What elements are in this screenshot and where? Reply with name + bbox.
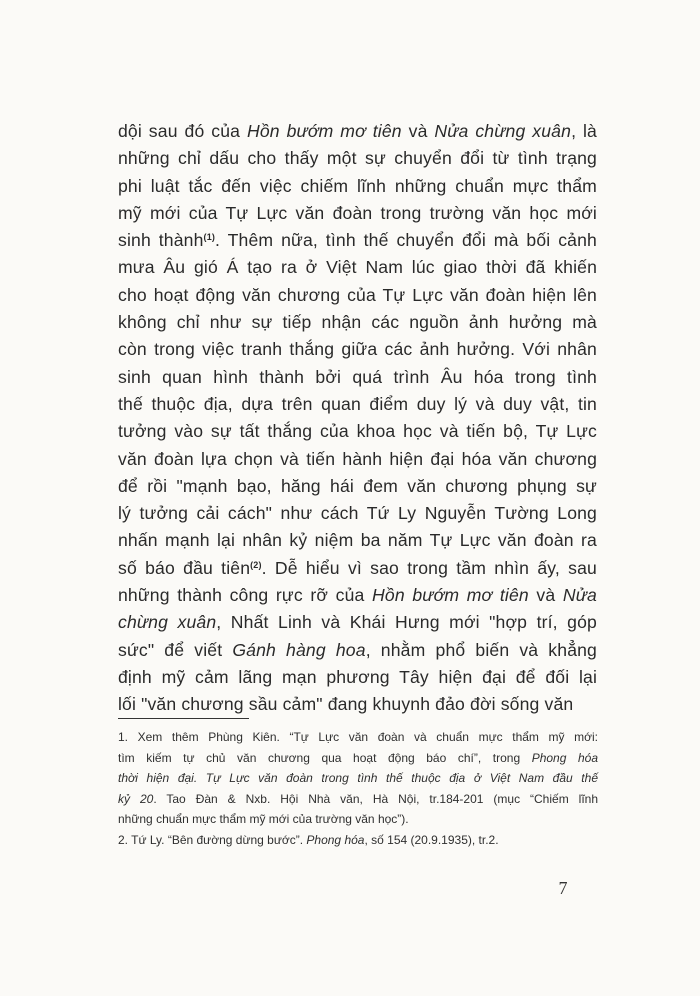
footnote-line <box>118 809 598 830</box>
text-run: mỹ mới của Tự Lực văn đoàn trong trường văn học mới <box>118 202 597 223</box>
text-run: . Thêm nữa, tình thế chuyển đổi mà bối cảnh <box>215 230 597 251</box>
text-line <box>118 555 597 582</box>
text-line <box>118 145 597 172</box>
italic-title: Hồn bướm mơ tiên <box>372 585 529 606</box>
italic-title: Hồn bướm mơ tiên <box>246 121 402 141</box>
text-line <box>118 582 597 609</box>
text-run: nhấn mạnh lại nhân kỷ niệm ba năm Tự Lực văn đoàn ra <box>118 530 597 551</box>
text-run: tìm kiếm tự chủ văn chương qua hoạt động báo chí”, trong <box>118 750 532 765</box>
text-line <box>118 527 597 554</box>
footnote-reference: (2) <box>250 559 262 570</box>
footnote-reference: (1) <box>203 232 215 243</box>
text-line <box>118 418 597 445</box>
page-number: 7 <box>558 878 568 898</box>
footnote-line <box>118 830 598 851</box>
text-line <box>118 173 597 200</box>
text-line <box>118 609 597 636</box>
italic-title: Phong hóa <box>306 832 365 847</box>
text-line <box>118 200 597 227</box>
italic-title: Nửa <box>562 585 597 606</box>
text-run: những chỉ dấu cho thấy một sự chuyển đổi từ tình trạng <box>118 148 597 169</box>
text-run: tưởng vào sự tất thắng của khoa học và tiến bộ, Tự Lực <box>118 421 597 442</box>
footnote-line <box>118 748 598 769</box>
footnote-line <box>118 768 598 789</box>
text-line <box>118 691 597 718</box>
text-run: cho hoạt động văn chương của Tự Lực văn đoàn hiện lên <box>118 284 597 305</box>
text-run: và <box>401 121 435 141</box>
text-run: những chuẩn mực thẩm mỹ mới của trường văn học”). <box>118 812 409 827</box>
text-line <box>118 664 597 691</box>
text-line <box>118 500 597 527</box>
footnotes <box>118 727 598 851</box>
text-run: mưa Âu gió Á tạo ra ở Việt Nam lúc giao thời đã khiến <box>118 257 597 278</box>
text-line <box>118 282 597 309</box>
text-run: và <box>528 585 563 606</box>
text-run: định mỹ cảm lãng mạn phương Tây hiện đại để đối lại <box>118 666 597 687</box>
text-run: những thành công rực rỡ của <box>118 585 373 606</box>
text-run: . Dễ hiểu vì sao trong tầm nhìn ấy, sau <box>261 557 597 578</box>
text-line <box>118 637 597 664</box>
text-run: , số 154 (20.9.1935), tr.2. <box>364 832 499 847</box>
text-line <box>118 309 597 336</box>
text-line <box>118 391 597 418</box>
text-run: sinh quan hình thành bởi quá trình Âu hóa trong tình <box>118 366 597 387</box>
text-run: không chỉ như sự tiếp nhận các nguồn ảnh hưởng mà <box>118 312 597 333</box>
text-line <box>118 336 597 363</box>
text-line <box>118 364 597 391</box>
text-run: sinh thành <box>118 230 204 251</box>
text-run: văn đoàn lựa chọn và tiến hành hiện đại hóa văn chương <box>118 448 597 469</box>
text-line <box>118 473 597 500</box>
text-line <box>118 254 597 281</box>
italic-title: kỷ 20 <box>118 791 154 806</box>
text-run: lý tưởng cải cách" như cách Tứ Ly Nguyễn Tường Long <box>118 503 597 524</box>
text-run: sức" để viết <box>118 639 233 660</box>
text-run: , là <box>571 121 597 141</box>
text-run: dội sau đó của <box>118 121 247 141</box>
text-run: , nhằm phổ biến và khẳng <box>365 639 597 660</box>
italic-title: Phong hóa <box>531 750 599 765</box>
italic-title: Gánh hàng hoa <box>232 639 366 660</box>
text-run: . Tao Đàn & Nxb. Hội Nhà văn, Hà Nội, tr.184-201 (mục “Chiếm lĩnh <box>153 791 598 806</box>
footnote-line <box>118 727 598 748</box>
text-run: , Nhất Linh và Khái Hưng mới "hợp trí, góp <box>216 612 597 633</box>
italic-title: Nửa chừng xuân <box>434 121 572 141</box>
body-text <box>118 118 597 719</box>
text-run: số báo đầu tiên <box>118 557 251 578</box>
text-run: để rồi "mạnh bạo, hăng hái đem văn chương phụng sự <box>118 475 597 496</box>
text-line <box>118 118 597 145</box>
text-line <box>118 446 597 473</box>
text-run: 1. Xem thêm Phùng Kiên. “Tự Lực văn đoàn và chuẩn mực thẩm mỹ mới: <box>118 730 598 744</box>
text-line <box>118 227 597 254</box>
italic-title: thời hiện đại. Tự Lực văn đoàn trong tình thế thuộc địa ở Việt Nam đầu thế <box>118 771 598 786</box>
text-run: còn trong việc tranh thắng giữa các ảnh hưởng. Với nhân <box>118 339 597 360</box>
footnote-line <box>118 789 598 810</box>
text-run: 2. Tứ Ly. “Bên đường dừng bước”. <box>118 832 307 847</box>
footnote-divider <box>118 718 249 719</box>
italic-title: chừng xuân <box>118 612 217 633</box>
text-run: lối "văn chương sầu cảm" đang khuynh đảo đời sống văn <box>118 694 574 715</box>
text-run: phi luật tắc đến việc chiếm lĩnh những chuẩn mực thẩm <box>118 175 597 196</box>
text-run: thế thuộc địa, dựa trên quan điểm duy lý và duy vật, tin <box>118 393 597 414</box>
